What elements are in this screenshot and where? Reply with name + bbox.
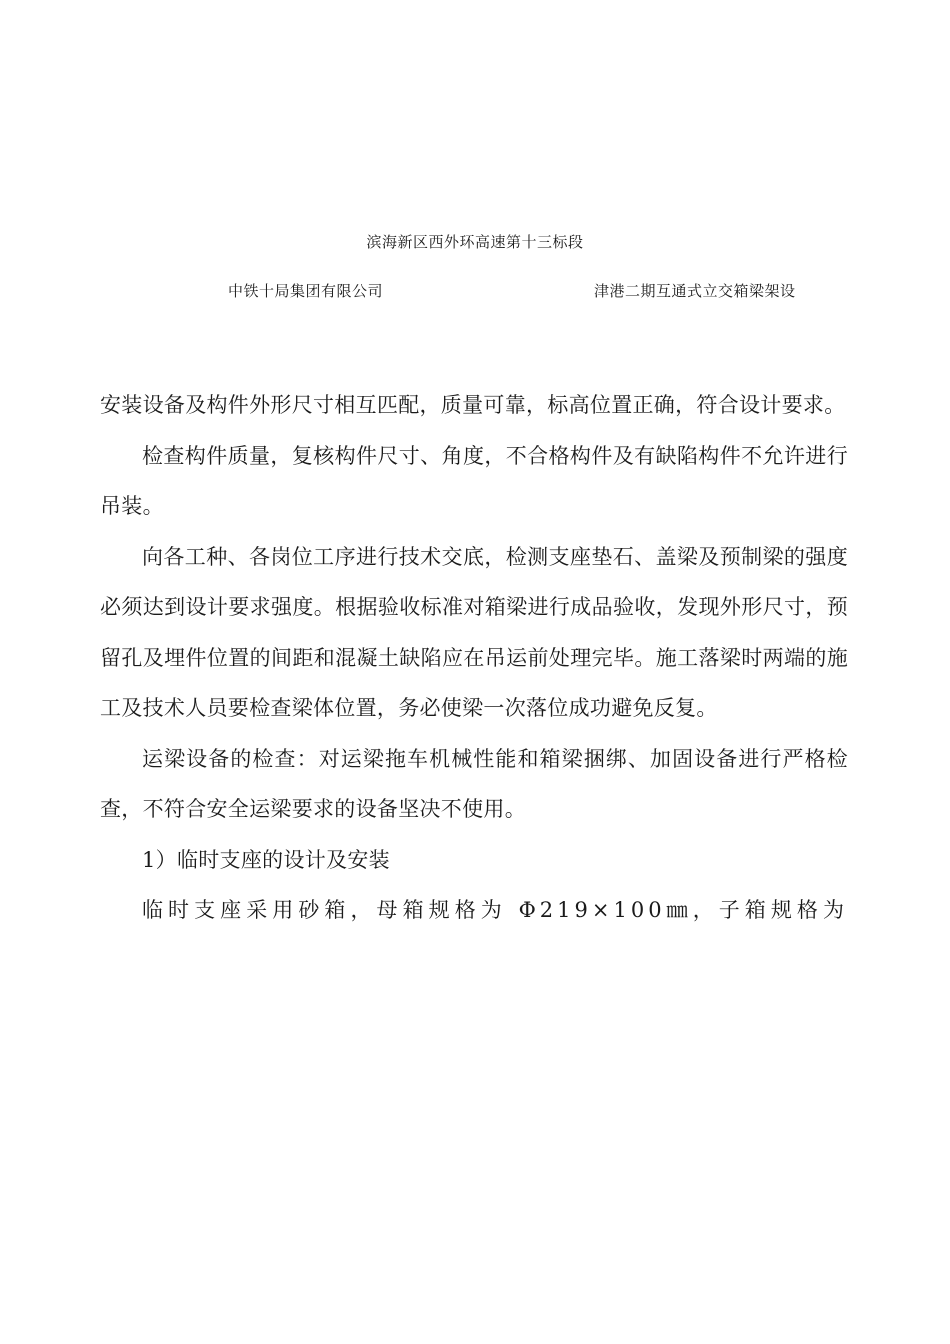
paragraph-sand-box: 临时支座采用砂箱，母箱规格为 Φ219×100㎜，子箱规格为 [142,898,848,922]
document-body [100,380,848,936]
section-heading-temporary-bearing: 1）临时支座的设计及安装 [142,847,390,872]
header-project: 津港二期互通式立交箱梁架设 [594,282,796,300]
paragraph-transport-equipment: 运梁设备的检查：对运梁拖车机械性能和箱梁捆绑、加固设备进行严格检查，不符合安全运梁要求的设备坚决不使用。 [100,746,848,821]
header-company: 中铁十局集团有限公司 [228,282,384,300]
paragraph-component-check: 检查构件质量，复核构件尺寸、角度，不合格构件及有缺陷构件不允许进行吊装。 [100,443,848,518]
header-title: 滨海新区西外环高速第十三标段 [366,233,584,251]
paragraph-install-match: 安装设备及构件外形尺寸相互匹配，质量可靠，标高位置正确，符合设计要求。 [100,393,846,417]
paragraph-technical-briefing: 向各工种、各岗位工序进行技术交底，检测支座垫石、盖梁及预制梁的强度必须达到设计要求强度。根据验收标准对箱梁进行成品验收，发现外形尺寸，预留孔及埋件位置的间距和混凝土缺陷应在吊运前处理完毕。施工落梁时两端的施工及技术人员要检查梁体位置，务必使梁一次落位成功避免反复。 [100,544,848,720]
